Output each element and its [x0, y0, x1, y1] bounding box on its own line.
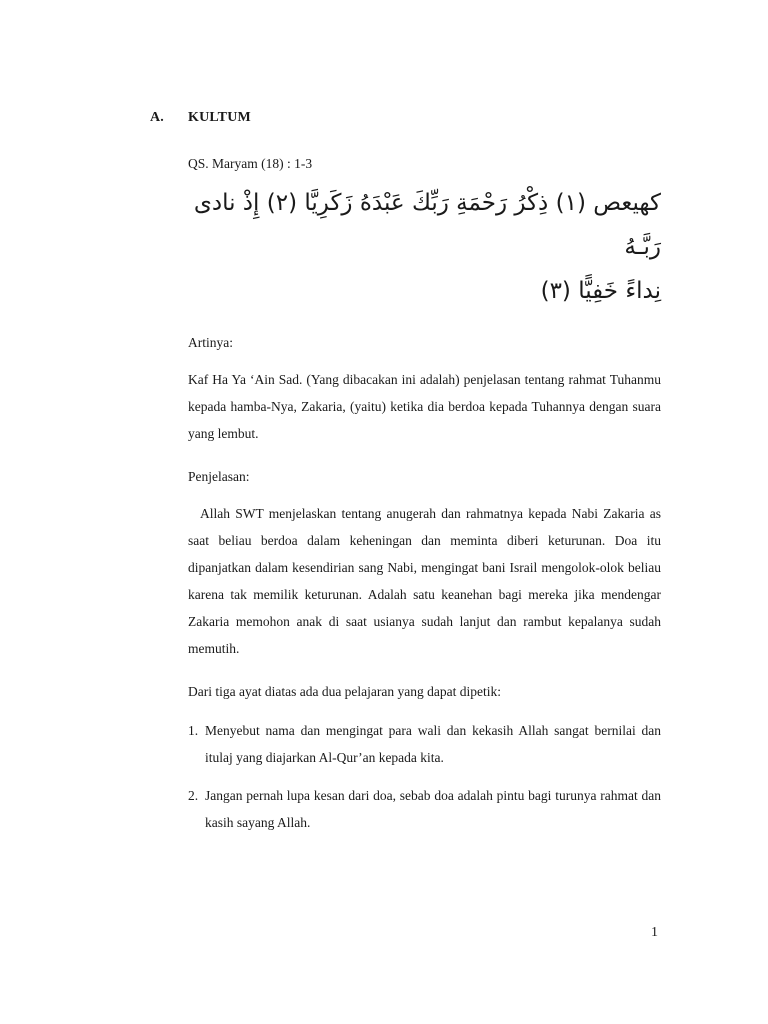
list-item	[188, 782, 661, 836]
list-item-marker: 2.	[188, 788, 199, 803]
list-item-text: Menyebut nama dan mengingat para wali dan kekasih Allah sangat bernilai dan itulaj yang diajarkan Al-Qur’an kepada kita.	[205, 723, 661, 765]
section-number: A.	[150, 110, 165, 125]
arabic-verse	[188, 181, 661, 313]
lessons-list	[188, 717, 661, 836]
page-number: 1	[651, 925, 658, 940]
document-body	[188, 150, 661, 847]
section-heading	[150, 110, 251, 126]
lessons-intro: Dari tiga ayat diatas ada dua pelajaran yang dapat dipetik:	[188, 684, 501, 699]
arabic-verse-line-1: كهيعص (١) ذِكْرُ رَحْمَةِ رَبِّكَ عَبْدَهُ زَكَرِيَّا (٢) إِذْ نادى رَبَّـهُ	[193, 190, 661, 260]
translation-text: Kaf Ha Ya ‘Ain Sad. (Yang dibacakan ini adalah) penjelasan tentang rahmat Tuhanmu kepada hamba-Nya, Zakaria, (yaitu) ketika dia berdoa kepada Tuhannya dengan suara yang lembut.	[188, 372, 661, 441]
list-item	[188, 717, 661, 771]
translation-label: Artinya:	[188, 335, 233, 350]
list-item-text: Jangan pernah lupa kesan dari doa, sebab doa adalah pintu bagi turunya rahmat dan kasih sayang Allah.	[205, 788, 661, 830]
list-item-marker: 1.	[188, 723, 199, 738]
section-title: KULTUM	[188, 110, 251, 125]
explanation-text: Allah SWT menjelaskan tentang anugerah dan rahmatnya kepada Nabi Zakaria as saat beliau berdoa dalam keheningan dan meminta diberi keturunan. Doa itu dipanjatkan dalam kesendirian sang Nabi, mengingat bani Israil mengolok-olok beliau karena tak memilik keturunan. Adalah satu keanehan bagi mereka jika mendengar Zakaria memohon anak di saat usianya sudah lanjut dan rambut kepalanya sudah memutih.	[188, 506, 661, 656]
verse-reference: QS. Maryam (18) : 1-3	[188, 156, 313, 171]
explanation-label: Penjelasan:	[188, 469, 250, 484]
arabic-verse-line-2: نِداءً خَفِيًّا (٣)	[540, 278, 661, 304]
